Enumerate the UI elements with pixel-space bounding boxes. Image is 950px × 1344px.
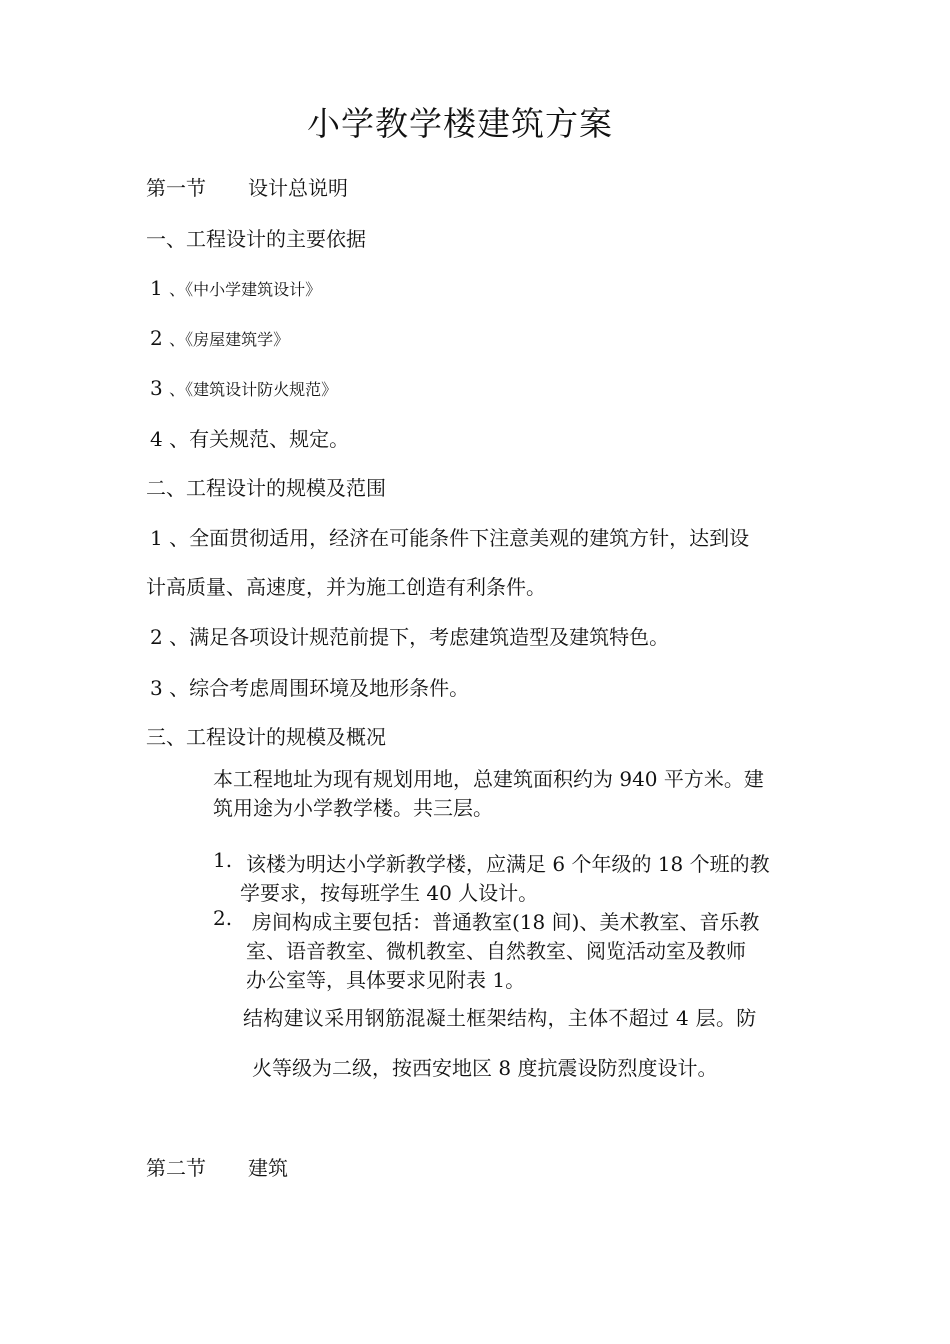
paragraph-line: 2 、满足各项设计规范前提下，考虑建筑造型及建筑特色。	[150, 625, 670, 649]
section-name: 设计总说明	[248, 176, 348, 200]
list-item	[150, 376, 337, 400]
ordered-list-line: 房间构成主要包括：普通教室(18 间)、美术教室、音乐教	[252, 910, 760, 934]
list-item	[150, 276, 321, 300]
ordered-list-line: 该楼为明达小学新教学楼，应满足 6 个年级的 18 个班的教	[246, 852, 770, 876]
part-heading-2: 二、工程设计的规模及范围	[146, 476, 386, 500]
item-text: 、有关规范、规定。	[169, 427, 350, 451]
item-number: 1	[150, 276, 163, 300]
paragraph-line: 火等级为二级，按西安地区 8 度抗震设防烈度设计。	[252, 1056, 718, 1080]
ordered-list-line: 办公室等，具体要求见附表 1。	[246, 968, 526, 992]
item-text: 、《中小学建筑设计》	[169, 280, 322, 299]
item-text: 、《建筑设计防火规范》	[169, 380, 338, 399]
paragraph-line: 3 、综合考虑周围环境及地形条件。	[150, 676, 470, 700]
list-item	[150, 326, 289, 350]
paragraph-line: 计高质量、高速度，并为施工创造有利条件。	[146, 575, 546, 599]
section-label: 第二节	[146, 1156, 206, 1180]
paragraph-line: 筑用途为小学教学楼。共三层。	[213, 796, 493, 820]
item-text: 、《房屋建筑学》	[169, 330, 290, 349]
item-number: 3	[150, 376, 163, 400]
ordered-list-number: 2.	[213, 906, 233, 930]
paragraph-line: 结构建议采用钢筋混凝土框架结构，主体不超过 4 层。防	[243, 1006, 757, 1030]
section-name: 建筑	[248, 1156, 288, 1180]
list-item	[150, 423, 349, 452]
part-heading-1: 一、工程设计的主要依据	[146, 227, 366, 251]
ordered-list-line: 学要求，按每班学生 40 人设计。	[240, 881, 539, 905]
paragraph-line: 1 、全面贯彻适用，经济在可能条件下注意美观的建筑方针，达到设	[150, 526, 750, 550]
section-label: 第一节	[146, 176, 206, 200]
document-title: 小学教学楼建筑方案	[307, 104, 613, 143]
part-heading-3: 三、工程设计的规模及概况	[146, 725, 386, 749]
section-heading-2	[146, 1152, 288, 1181]
item-number: 2	[150, 326, 163, 350]
item-number: 4	[150, 427, 163, 451]
paragraph-line: 本工程地址为现有规划用地，总建筑面积约为 940 平方米。建	[213, 767, 764, 791]
ordered-list-number: 1.	[213, 848, 233, 872]
ordered-list-line: 室、语音教室、微机教室、自然教室、阅览活动室及教师	[246, 939, 746, 963]
section-heading-1	[146, 172, 348, 201]
